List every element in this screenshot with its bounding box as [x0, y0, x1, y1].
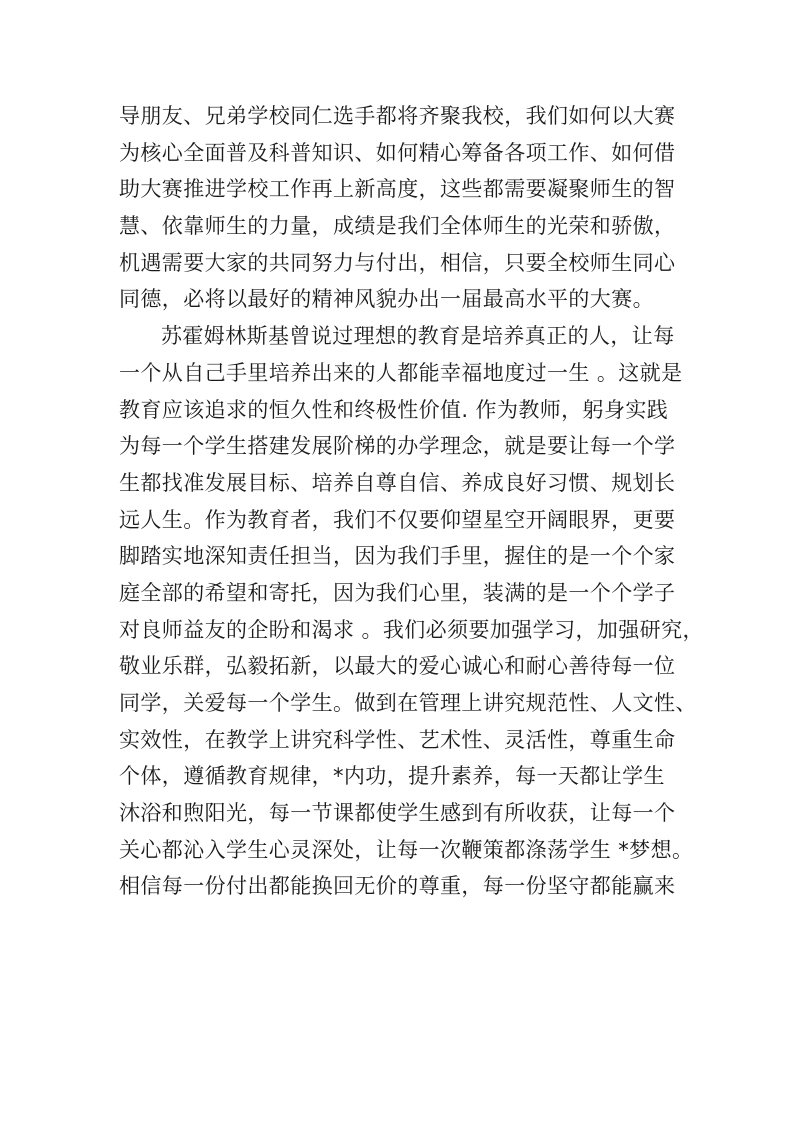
paragraph-2-line: 个体，遵循教育规律，*内功，提升素养，每一天都让学生 — [119, 764, 665, 789]
paragraph-2-line: 实效性，在教学上讲究科学性、艺术性、灵活性，尊重生命 — [119, 727, 676, 752]
paragraph-2-line: 相信每一份付出都能换回无价的尊重，每一份坚守都能赢来 — [119, 874, 676, 899]
paragraph-1-line: 为核心全面普及科普知识、如何精心筹备各项工作、如何借 — [119, 140, 676, 165]
document-body — [119, 98, 704, 905]
paragraph-2-line: 苏霍姆林斯基曾说过理想的教育是培养真正的人，让每 — [161, 324, 675, 349]
paragraph-2-line: 沐浴和煦阳光，每一节课都使学生感到有所收获，让每一个 — [119, 801, 676, 826]
paragraph-1-line: 导朋友、兄弟学校同仁选手都将齐聚我校，我们如何以大赛 — [119, 104, 676, 128]
paragraph-1-line: 慧、依靠师生的力量，成绩是我们全体师生的光荣和骄傲， — [119, 214, 676, 239]
paragraph-2-line: 生都找准发展目标、培养自尊自信、养成良好习惯、规划长 — [119, 470, 676, 495]
paragraph-2-line: 为每一个学生搭建发展阶梯的办学理念，就是要让每一个学 — [119, 434, 676, 459]
paragraph-2-line: 对良师益友的企盼和渴求 。我们必须要加强学习，加强研究， — [119, 617, 704, 642]
paragraph-1-line: 同德，必将以最好的精神风貌办出一届最高水平的大赛。 — [119, 287, 654, 312]
paragraph-2-line: 庭全部的希望和寄托，因为我们心里，装满的是一个个学子 — [119, 580, 676, 605]
paragraph-2-line: 教育应该追求的恒久性和终极性价值. 作为教师，躬身实践 — [119, 397, 669, 422]
paragraph-2-line: 远人生。作为教育者，我们不仅要仰望星空开阔眼界，更要 — [119, 507, 676, 532]
paragraph-1 — [119, 98, 687, 318]
paragraph-2-line: 同学，关爱每一个学生。做到在管理上讲究规范性、人文性、 — [119, 691, 697, 715]
paragraph-2-line: 脚踏实地深知责任担当，因为我们手里，握住的是一个个家 — [119, 544, 676, 569]
paragraph-2-line: 一个从自己手里培养出来的人都能幸福地度过一生 。这就是 — [119, 360, 683, 385]
paragraph-2 — [119, 318, 704, 905]
paragraph-2-line: 关心都沁入学生心灵深处，让每一次鞭策都涤荡学生 *梦想。 — [119, 837, 694, 862]
paragraph-1-line: 助大赛推进学校工作再上新高度，这些都需要凝聚师生的智 — [119, 177, 676, 202]
paragraph-2-line: 敬业乐群，弘毅拓新，以最大的爱心诚心和耐心善待每一位 — [119, 654, 676, 679]
paragraph-1-line: 机遇需要大家的共同努力与付出，相信，只要全校师生同心 — [119, 250, 676, 275]
